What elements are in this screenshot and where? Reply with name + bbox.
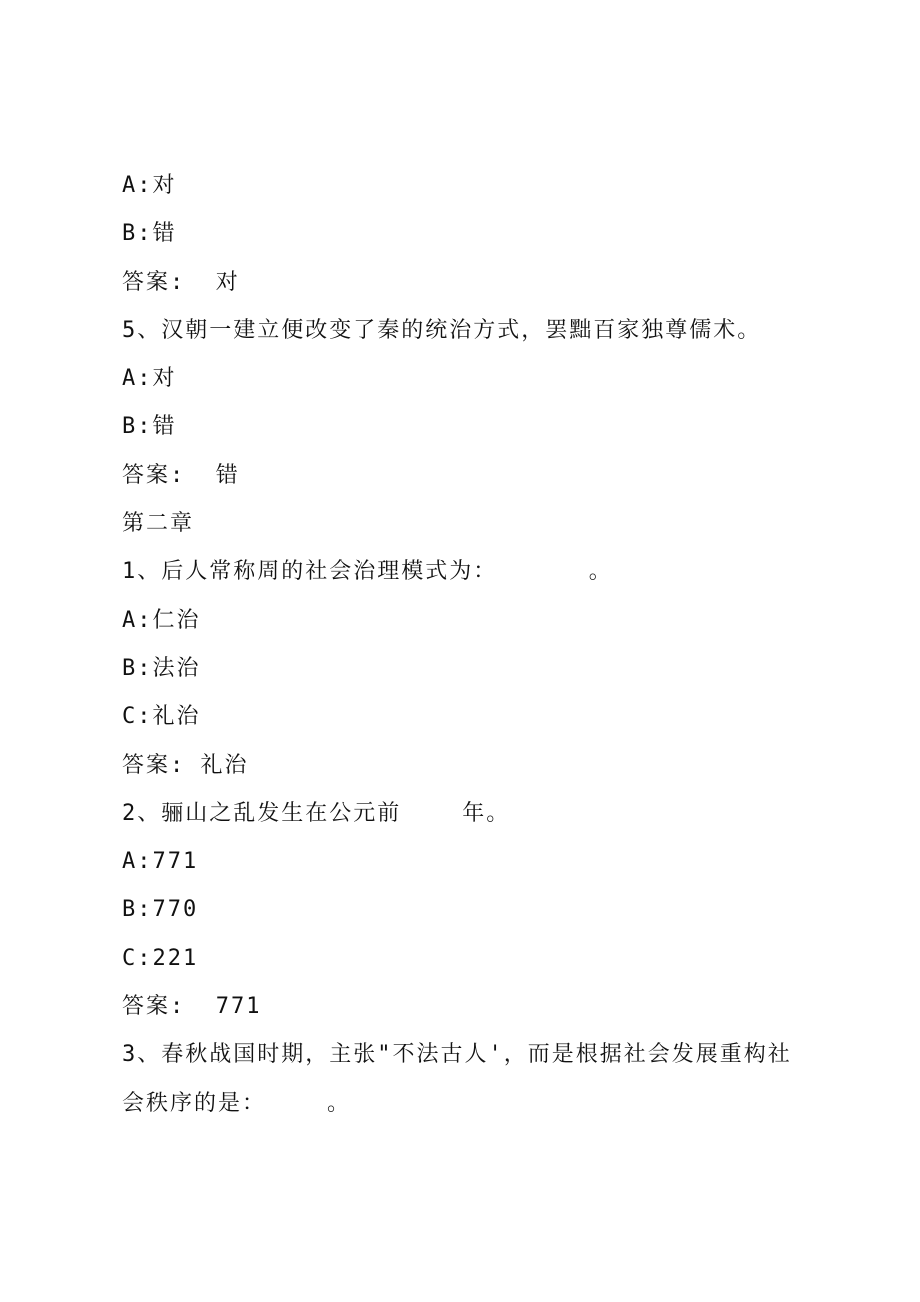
option-b: B:错 [122,414,177,440]
option-b: B:770 [122,897,199,923]
question-2: 2、骊山之乱发生在公元前 年。 [122,800,511,826]
question-5: 5、汉朝一建立便改变了秦的统治方式，罢黜百家独尊儒术。 [122,317,762,343]
chapter-heading: 第二章 [122,511,195,537]
option-b: B:错 [122,221,177,247]
option-c: C:礼治 [122,704,201,730]
document-content [122,162,822,1128]
question-1: 1、后人常称周的社会治理模式为： 。 [122,559,613,585]
question-3: 3、春秋战国时期，主张"不法古人'，而是根据社会发展重构社 [122,1042,792,1068]
option-a: A:对 [122,173,177,198]
answer-line: 答案: 礼治 [122,752,249,778]
option-a: A:仁治 [122,607,201,633]
question-3-continued: 会秩序的是： 。 [122,1090,351,1116]
answer-line: 答案: 对 [122,269,240,295]
answer-line: 答案: 771 [122,994,262,1020]
option-a: A:771 [122,849,199,875]
answer-line: 答案: 错 [122,462,240,488]
option-b: B:法治 [122,655,201,681]
option-a: A:对 [122,366,177,392]
option-c: C:221 [122,945,199,971]
